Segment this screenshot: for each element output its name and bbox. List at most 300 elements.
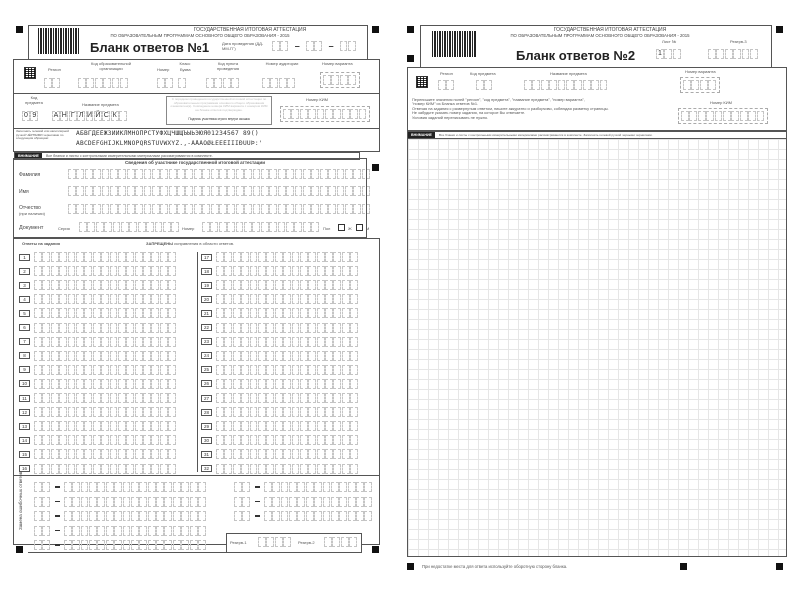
answer-cell[interactable] [42, 407, 50, 417]
answer-row[interactable] [19, 252, 177, 262]
answer-cell[interactable] [126, 323, 134, 333]
answer-cell[interactable] [241, 449, 249, 459]
input-cell[interactable] [219, 186, 227, 196]
input-cell[interactable] [295, 186, 303, 196]
input-cell[interactable] [76, 169, 84, 179]
input-cell[interactable] [353, 169, 361, 179]
answer-cell[interactable] [135, 379, 143, 389]
answer-cell[interactable] [143, 421, 151, 431]
answer-cell[interactable] [160, 337, 168, 347]
answer-cell[interactable] [308, 464, 316, 474]
input-cell[interactable] [294, 222, 302, 232]
answer-cell[interactable] [89, 540, 97, 550]
input-cell[interactable] [138, 222, 146, 232]
answer-cell[interactable] [72, 526, 80, 536]
answer-cell[interactable] [168, 421, 176, 431]
answer-cell[interactable] [283, 308, 291, 318]
answer-cell[interactable] [317, 294, 325, 304]
input-cell[interactable] [144, 186, 152, 196]
answer-cell[interactable] [34, 280, 42, 290]
answer-cell[interactable] [342, 294, 350, 304]
answer-cell[interactable] [84, 294, 92, 304]
variant-field[interactable] [320, 72, 360, 88]
org-code-field[interactable] [78, 78, 128, 88]
answer-cell[interactable] [135, 294, 143, 304]
answer-cell[interactable] [106, 540, 114, 550]
answer-cell[interactable] [275, 393, 283, 403]
input-cell[interactable] [286, 204, 294, 214]
answer-cell[interactable] [160, 379, 168, 389]
answer-row[interactable] [19, 393, 177, 403]
answer-cell[interactable] [300, 351, 308, 361]
answer-cell[interactable] [143, 351, 151, 361]
answer-cell[interactable] [76, 337, 84, 347]
answer-cell[interactable] [325, 280, 333, 290]
answer-cell[interactable] [350, 379, 358, 389]
answer-cell[interactable] [342, 365, 350, 375]
input-cell[interactable] [337, 169, 345, 179]
answer-cell[interactable] [275, 280, 283, 290]
answer-cell[interactable] [76, 365, 84, 375]
answer-cell[interactable] [275, 435, 283, 445]
input-cell[interactable] [320, 169, 328, 179]
answer-cell[interactable] [266, 252, 274, 262]
answer-cell[interactable] [272, 482, 280, 492]
answer-cell[interactable] [342, 464, 350, 474]
answer-cell[interactable] [350, 351, 358, 361]
input-cell[interactable] [211, 204, 219, 214]
answer-cell[interactable] [110, 337, 118, 347]
answer-cell[interactable] [101, 464, 109, 474]
answer-cell[interactable] [84, 280, 92, 290]
answer-cell[interactable] [317, 464, 325, 474]
answer-cell[interactable] [126, 464, 134, 474]
answer-cell[interactable] [51, 379, 59, 389]
answer-cell[interactable] [250, 379, 258, 389]
input-cell[interactable] [194, 204, 202, 214]
input-cell[interactable] [252, 222, 260, 232]
answer-cell[interactable] [84, 252, 92, 262]
answer-cell[interactable] [126, 337, 134, 347]
answer-cell[interactable] [308, 337, 316, 347]
answer-cell[interactable] [325, 449, 333, 459]
answer-cell[interactable] [168, 407, 176, 417]
answer-cell[interactable] [42, 266, 50, 276]
input-cell[interactable] [244, 186, 252, 196]
answer-cell[interactable] [156, 497, 164, 507]
answer-cell[interactable] [68, 365, 76, 375]
answer-cell[interactable] [241, 464, 249, 474]
answer-cell[interactable] [216, 280, 224, 290]
answer-cell[interactable] [110, 464, 118, 474]
answer-cell[interactable] [34, 351, 42, 361]
answer-cell[interactable] [135, 266, 143, 276]
answer-cell[interactable] [72, 482, 80, 492]
answer-cell[interactable] [42, 308, 50, 318]
input-cell[interactable] [337, 204, 345, 214]
answer-cell[interactable] [342, 351, 350, 361]
answer-cell[interactable] [292, 294, 300, 304]
answer-cell[interactable] [241, 435, 249, 445]
answer-cell[interactable] [275, 365, 283, 375]
answer-cell[interactable] [76, 351, 84, 361]
date-field[interactable] [272, 41, 356, 51]
answer-cell[interactable] [348, 482, 356, 492]
answer-cell[interactable] [266, 407, 274, 417]
answer-cell[interactable] [135, 323, 143, 333]
answer-cell[interactable] [364, 497, 372, 507]
input-cell[interactable] [87, 222, 95, 232]
answer-cell[interactable] [350, 323, 358, 333]
answer-cell[interactable] [292, 280, 300, 290]
answer-cell[interactable] [143, 449, 151, 459]
answer-cell[interactable] [308, 252, 316, 262]
answer-row[interactable] [201, 393, 359, 403]
input-cell[interactable] [169, 186, 177, 196]
answer-cell[interactable] [114, 540, 122, 550]
answer-cell[interactable] [59, 252, 67, 262]
reserve-1-field[interactable] [258, 537, 292, 547]
subject-code-field[interactable] [476, 80, 493, 90]
answer-cell[interactable] [76, 308, 84, 318]
answer-cell[interactable] [42, 337, 50, 347]
answer-cell[interactable] [76, 280, 84, 290]
replacement-row[interactable] [234, 511, 373, 521]
answer-cell[interactable] [292, 393, 300, 403]
answer-cell[interactable] [356, 482, 364, 492]
answer-cell[interactable] [216, 435, 224, 445]
answer-cell[interactable] [34, 308, 42, 318]
answer-cell[interactable] [241, 294, 249, 304]
answer-cell[interactable] [68, 280, 76, 290]
answer-cell[interactable] [126, 449, 134, 459]
input-cell[interactable] [211, 169, 219, 179]
input-cell[interactable] [295, 169, 303, 179]
answer-row[interactable] [201, 266, 359, 276]
answer-cell[interactable] [266, 323, 274, 333]
answer-cell[interactable] [168, 323, 176, 333]
answer-cell[interactable] [101, 351, 109, 361]
answer-cell[interactable] [68, 435, 76, 445]
answer-cell[interactable] [51, 323, 59, 333]
answer-cell[interactable] [266, 379, 274, 389]
answer-cell[interactable] [233, 449, 241, 459]
answer-cell[interactable] [333, 449, 341, 459]
answer-cell[interactable] [72, 540, 80, 550]
answer-cell[interactable] [143, 435, 151, 445]
answer-cell[interactable] [126, 365, 134, 375]
answer-cell[interactable] [76, 266, 84, 276]
answer-cell[interactable] [84, 449, 92, 459]
answer-cell[interactable] [143, 337, 151, 347]
answer-cell[interactable] [241, 421, 249, 431]
answer-cell[interactable] [275, 351, 283, 361]
answer-cell[interactable] [317, 449, 325, 459]
answer-cell[interactable] [168, 379, 176, 389]
answer-cell[interactable] [275, 252, 283, 262]
input-cell[interactable] [135, 204, 143, 214]
input-cell[interactable] [362, 204, 370, 214]
answer-cell[interactable] [289, 511, 297, 521]
task-number-cell[interactable] [234, 511, 242, 521]
answer-cell[interactable] [198, 511, 206, 521]
answer-cell[interactable] [148, 497, 156, 507]
answer-cell[interactable] [308, 351, 316, 361]
answer-cell[interactable] [342, 308, 350, 318]
input-cell[interactable] [236, 186, 244, 196]
answer-cell[interactable] [275, 308, 283, 318]
answer-cell[interactable] [143, 407, 151, 417]
answer-cell[interactable] [101, 449, 109, 459]
task-number-cell[interactable] [234, 482, 242, 492]
answer-cell[interactable] [292, 379, 300, 389]
answer-cell[interactable] [143, 266, 151, 276]
answer-cell[interactable] [68, 421, 76, 431]
answer-row[interactable] [19, 351, 177, 361]
answer-cell[interactable] [51, 407, 59, 417]
input-cell[interactable] [96, 222, 104, 232]
answer-row[interactable] [19, 323, 177, 333]
answer-cell[interactable] [258, 435, 266, 445]
answer-cell[interactable] [160, 365, 168, 375]
answer-cell[interactable] [118, 421, 126, 431]
answer-cell[interactable] [68, 351, 76, 361]
input-cell[interactable] [227, 186, 235, 196]
answer-cell[interactable] [131, 526, 139, 536]
input-cell[interactable] [202, 186, 210, 196]
answer-cell[interactable] [84, 421, 92, 431]
task-number-cell[interactable] [34, 540, 42, 550]
answer-cell[interactable] [224, 421, 232, 431]
answer-cell[interactable] [216, 421, 224, 431]
input-cell[interactable] [135, 169, 143, 179]
input-cell[interactable] [185, 169, 193, 179]
input-cell[interactable] [328, 169, 336, 179]
answer-cell[interactable] [68, 294, 76, 304]
task-number-cell[interactable] [242, 497, 250, 507]
answer-cell[interactable] [143, 323, 151, 333]
answer-cell[interactable] [135, 421, 143, 431]
input-cell[interactable] [121, 222, 129, 232]
answer-cell[interactable] [51, 421, 59, 431]
answer-row[interactable] [201, 435, 359, 445]
input-cell[interactable] [303, 222, 311, 232]
answer-cell[interactable] [106, 526, 114, 536]
answer-cell[interactable] [190, 526, 198, 536]
answer-cell[interactable] [198, 497, 206, 507]
answer-cell[interactable] [281, 482, 289, 492]
answer-cell[interactable] [275, 449, 283, 459]
answer-cell[interactable] [317, 351, 325, 361]
answer-cell[interactable] [283, 294, 291, 304]
answer-cell[interactable] [42, 351, 50, 361]
answer-row[interactable] [201, 421, 359, 431]
answer-cell[interactable] [84, 351, 92, 361]
answer-cell[interactable] [275, 294, 283, 304]
answer-cell[interactable] [233, 365, 241, 375]
answer-cell[interactable] [258, 266, 266, 276]
answer-cell[interactable] [258, 464, 266, 474]
answer-cell[interactable] [42, 449, 50, 459]
answer-cell[interactable] [118, 407, 126, 417]
answer-cell[interactable] [93, 449, 101, 459]
answer-cell[interactable] [110, 379, 118, 389]
task-number-cell[interactable] [34, 482, 42, 492]
answer-cell[interactable] [300, 421, 308, 431]
answer-cell[interactable] [300, 449, 308, 459]
answer-cell[interactable] [292, 464, 300, 474]
answer-cell[interactable] [68, 252, 76, 262]
answer-cell[interactable] [110, 393, 118, 403]
answer-cell[interactable] [81, 497, 89, 507]
answer-cell[interactable] [101, 266, 109, 276]
answer-cell[interactable] [118, 449, 126, 459]
answer-cell[interactable] [272, 497, 280, 507]
answer-cell[interactable] [314, 482, 322, 492]
answer-cell[interactable] [275, 337, 283, 347]
answer-cell[interactable] [224, 252, 232, 262]
answer-cell[interactable] [51, 449, 59, 459]
answer-cell[interactable] [275, 323, 283, 333]
answer-cell[interactable] [131, 497, 139, 507]
answer-cell[interactable] [325, 294, 333, 304]
answer-cell[interactable] [68, 379, 76, 389]
answer-cell[interactable] [143, 308, 151, 318]
answer-cell[interactable] [168, 252, 176, 262]
input-cell[interactable] [68, 204, 76, 214]
input-cell[interactable] [85, 169, 93, 179]
answer-cell[interactable] [151, 351, 159, 361]
answer-cell[interactable] [101, 379, 109, 389]
answer-cell[interactable] [93, 435, 101, 445]
auditorium-field[interactable] [262, 78, 296, 88]
answer-cell[interactable] [151, 337, 159, 347]
input-cell[interactable] [244, 222, 252, 232]
answer-cell[interactable] [114, 511, 122, 521]
input-cell[interactable] [129, 222, 137, 232]
answer-cell[interactable] [342, 323, 350, 333]
input-cell[interactable] [210, 222, 218, 232]
input-cell[interactable] [185, 186, 193, 196]
answer-cell[interactable] [118, 379, 126, 389]
replacement-row[interactable] [34, 540, 206, 550]
answer-cell[interactable] [148, 482, 156, 492]
answer-cell[interactable] [64, 526, 72, 536]
answer-cell[interactable] [148, 511, 156, 521]
answer-cell[interactable] [190, 511, 198, 521]
number-field[interactable] [202, 222, 319, 232]
answer-cell[interactable] [34, 365, 42, 375]
answer-cell[interactable] [118, 266, 126, 276]
answer-row[interactable] [19, 464, 177, 474]
answer-row[interactable] [201, 308, 359, 318]
input-cell[interactable] [345, 204, 353, 214]
subject-name-field[interactable] [52, 111, 128, 121]
answer-cell[interactable] [283, 379, 291, 389]
answer-cell[interactable] [106, 497, 114, 507]
input-cell[interactable] [202, 222, 210, 232]
answer-cell[interactable] [275, 464, 283, 474]
answer-cell[interactable] [233, 337, 241, 347]
answer-cell[interactable] [126, 308, 134, 318]
input-cell[interactable] [118, 186, 126, 196]
answer-cell[interactable] [101, 294, 109, 304]
answer-cell[interactable] [317, 308, 325, 318]
answer-cell[interactable] [126, 421, 134, 431]
answer-cell[interactable] [292, 407, 300, 417]
answer-cell[interactable] [266, 365, 274, 375]
answer-cell[interactable] [51, 365, 59, 375]
answer-cell[interactable] [300, 266, 308, 276]
answer-cell[interactable] [266, 351, 274, 361]
answer-cell[interactable] [84, 323, 92, 333]
answer-cell[interactable] [350, 393, 358, 403]
task-number-cell[interactable] [42, 526, 50, 536]
answer-cell[interactable] [151, 280, 159, 290]
input-cell[interactable] [311, 169, 319, 179]
input-cell[interactable] [362, 169, 370, 179]
answer-cell[interactable] [93, 407, 101, 417]
answer-cell[interactable] [151, 323, 159, 333]
answer-cell[interactable] [93, 252, 101, 262]
answer-cell[interactable] [333, 266, 341, 276]
input-cell[interactable] [118, 204, 126, 214]
answer-cell[interactable] [110, 435, 118, 445]
input-cell[interactable] [79, 222, 87, 232]
answer-cell[interactable] [308, 421, 316, 431]
answer-cell[interactable] [118, 337, 126, 347]
input-cell[interactable] [118, 169, 126, 179]
answer-cell[interactable] [198, 526, 206, 536]
answer-cell[interactable] [300, 337, 308, 347]
answer-cell[interactable] [216, 294, 224, 304]
answer-cell[interactable] [250, 351, 258, 361]
answer-cell[interactable] [151, 365, 159, 375]
answer-cell[interactable] [250, 294, 258, 304]
answer-cell[interactable] [34, 379, 42, 389]
answer-cell[interactable] [93, 365, 101, 375]
answer-cell[interactable] [325, 323, 333, 333]
answer-cell[interactable] [283, 323, 291, 333]
answer-cell[interactable] [292, 365, 300, 375]
answer-cell[interactable] [314, 497, 322, 507]
answer-cell[interactable] [325, 308, 333, 318]
answer-row[interactable] [19, 337, 177, 347]
answer-cell[interactable] [51, 435, 59, 445]
answer-row[interactable] [201, 464, 359, 474]
answer-cell[interactable] [51, 337, 59, 347]
answer-cell[interactable] [216, 252, 224, 262]
input-cell[interactable] [110, 169, 118, 179]
answer-cell[interactable] [168, 393, 176, 403]
input-cell[interactable] [110, 204, 118, 214]
answer-cell[interactable] [333, 464, 341, 474]
input-cell[interactable] [194, 186, 202, 196]
consent-box[interactable] [166, 96, 272, 125]
answer-cell[interactable] [123, 540, 131, 550]
input-cell[interactable] [311, 222, 319, 232]
answer-cell[interactable] [264, 482, 272, 492]
answer-cell[interactable] [258, 365, 266, 375]
answer-cell[interactable] [350, 365, 358, 375]
answer-row[interactable] [19, 365, 177, 375]
answer-cell[interactable] [233, 379, 241, 389]
answer-cell[interactable] [143, 294, 151, 304]
input-cell[interactable] [160, 169, 168, 179]
answer-cell[interactable] [283, 407, 291, 417]
answer-cell[interactable] [42, 252, 50, 262]
answer-cell[interactable] [135, 252, 143, 262]
